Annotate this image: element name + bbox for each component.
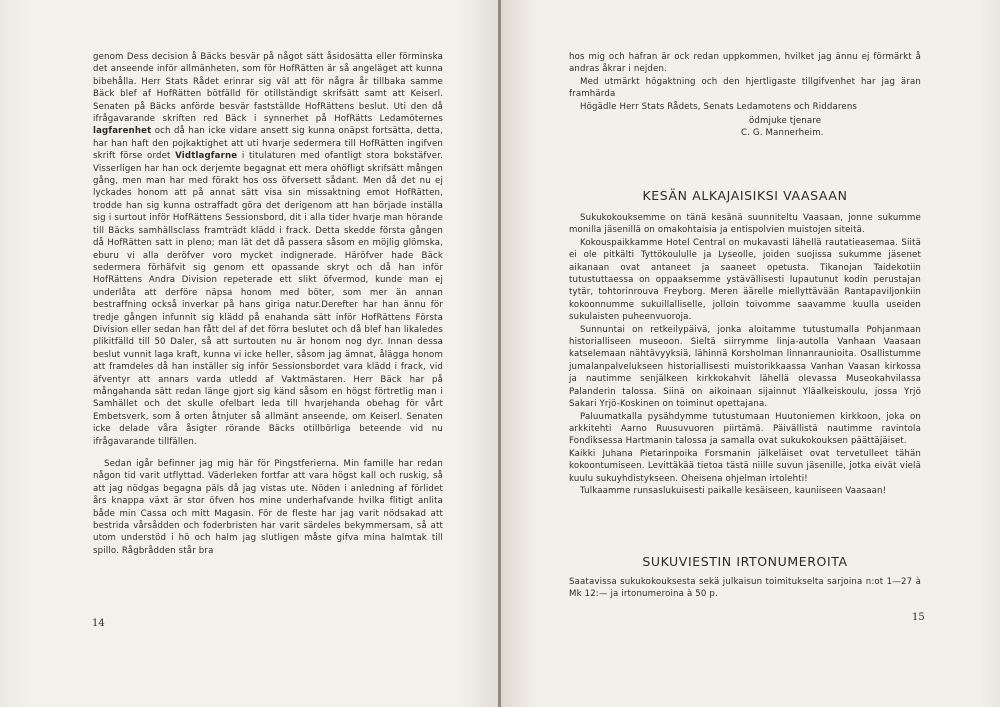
article-paragraph: Tulkaamme runsaslukuisesti paikalle kesäiseen, kauniiseen Vaasaan! bbox=[580, 485, 887, 496]
section-heading: SUKUVIESTIN IRTONUMEROITA bbox=[642, 554, 848, 569]
letter-address: Högädle Herr Stats Rådets, Senats Ledamotens och Riddarens bbox=[580, 101, 858, 112]
letter-paragraph: hos mig och hafran är ock redan uppkommen, hvilket jag ännu ej förmärkt å andras åkrar i nejden. bbox=[569, 52, 921, 75]
page-number: 14 bbox=[92, 618, 105, 629]
notice-paragraph: Saatavissa sukukokouksesta sekä julkaisun toimitukselta sarjoina n:ot 1—27 à Mk 12:— ja irtonumeroina à 50 p. bbox=[569, 577, 921, 600]
right-letter-column bbox=[569, 51, 921, 140]
article-paragraph: Kokouspaikkamme Hotel Central on mukavasti lähellä rautatieasemaa. Siitä ei ole pitkälti Tyttökoululle ja Lyseolle, joiden suojissa sukumme jäsenet aikanaan ovat antaneet ja saaneet opetusta. Tikanojan Taidekotiin tutustuttaessa on oppaaksemme ystävällisesti lupautunut kodin perustajan tytär, tohtorinrouva Freyborg. Meren äärelle miellyttävään Rantapaviljonkiin kokoonnumme sukuillalliselle, jolloin toivomme saavamme kuulla useiden sukulaisten puheenvuoroja. bbox=[569, 237, 921, 323]
article-paragraph: Sukukokouksemme on tänä kesänä suunniteltu Vaasaan, jonne sukumme monilla jäsenillä on omakohtaisia ja entispolvien muistojen siteitä. bbox=[569, 213, 921, 236]
article-paragraph: Sunnuntai on retkeilypäivä, jonka aloitamme tutustumalla Pohjanmaan historialliseen museoon. Sieltä siirrymme linja-autolla Vanhaan Vaasaan katselemaan nähtävyyksiä, lähinnä Korsholman linnanraunioita. Osallistumme jumalanpalvelukseen historiallisesti muistorikkaassa Vanhan Vaasan kirkossa ja nautimme senjälkeen kirkkokahvit lähellä olevassa Museokahvilassa Palanderin talossa. Siinä on aikoinaan sijainnut Yläalkeiskoulu, jossa Yrjö Sakari Yrjö-Koskinen on toiminut opettajana. bbox=[569, 324, 921, 410]
letter-paragraph: Sedan igår befinner jag mig här för Pingstferierna. Min famille har redan någon tid varit utflyttad. Väderleken fortfar att vara högst kall och ruskig, så att jag nödgas begagna päls då jag vistas ute. Nöden i anledning af förlidet års knappa växt är stor öfven hos mine underhafvande hvilka flitigt anlita både min Cassa och mitt Magasin. För de fleste har jag varit nödsakad att bestrida vårsådden och foderbristen har varit särdeles bekymmersam, så att utom understöd i hö och halm jag slutligen måste gifva mina halmtak till spillo. Rågbrådden står bra bbox=[93, 459, 443, 556]
notice-column bbox=[569, 576, 921, 601]
article-paragraph: Paluumatkalla pysähdymme tutustumaan Huutoniemen kirkkoon, joka on arkkitehti Aarno Ruusuvuoren piirtämä. Päivällistä nautimme ravintola Fondiksessa Hartmanin talossa ja samalla ovat sukukokouksen päättäjäiset. bbox=[569, 411, 921, 447]
article-paragraph: Kaikki Juhana Pietarinpoika Forsmanin jälkeläiset ovat tervetulleet tähän kokoontumiseen. Levittäkää tietoa tästä niille suvun jäsenille, jotka eivät vielä kuulu sukuyhdistykseen. Oheisena ohjelman irtolehti! bbox=[569, 448, 921, 484]
letter-paragraph: Med utmärkt högaktning och den hjertligaste tillgifvenhet har jag äran framhärda bbox=[569, 76, 921, 100]
page-number: 15 bbox=[912, 612, 925, 623]
left-text-column bbox=[93, 51, 443, 557]
left-page bbox=[0, 0, 499, 707]
letter-signature: C. G. Mannerheim. bbox=[741, 128, 824, 139]
letter-paragraph: genom Dess decision å Bäcks besvär på något sätt åsidosätta eller förminska det anseende inför allmänheten, som för HofRätten är så angeläget att kunna bibehålla. Herr Stats Rådet erinrar sig väl att för några år tillbaka samme Bäck blef af HofRätten bötfälld för otillständigt skrifsätt samt att Keiserl. Senaten på Bäcks anförde besvär fastställde HofRättens beslut. Uti den då ifrågavarande skriften red Bäck i synnerhet på HofRätts Ledamöternes lagfarenhet och då han icke vidare ansett sig kunna onäpst fortsätta, detta, har han haft den pojkaktighet att uti hvarje sedermera till HofRätten ingifven skrift förse ordet Vidtlagfarne i titulaturen med ofantligt stora bokstäfver. Visserligen har han ock derjemte begagnat ett mera ohöfligt skrifsätt mången gång, men man har med förakt hos oss öfversett sådant. Men då det nu ej lyckades honom att på annat sätt visa sin missaktning emot HofRätten, trodde han sig kunna ostraffadt göra det derigenom att han började inställa sig i surtout inför HofRättens Sessionsbord, dit i alla tider hvarje man hörande till Bäcks samhällsclass framträdt klädd i frack. Detta skedde första gången då HofRätten satt in pleno; man lät det då passera såsom en möjlig glömska, eburu vi alla deröfver voro mycket indignerade. Häröfver hade Bäck sedermera förhäfvit sig genom ett opassande skryt och då han inför HofRättens Andra Division repeterade ett slikt öfvermod, kunde man ej underlåta att derföre näpsa honom med böter, som mer än annan bestraffning också inverkar på hans giriga natur.Derefter har han ännu för tredje gången infunnit sig klädd på enahanda sätt inför HofRättens Första Division eller sedan han fått del af det förra beslutet och då blef han likaledes plikitfälld till 50 Daler, så att surtouten nu är honom nog dyr. Innan dessa beslut vunnit laga kraft, kunna vi icke heller, såsom jag ämnat, ålägga honom att framdeles då han inställer sig inför Sessionsbordet vara klädd i frack, vid äfventyr att annars varda utledd af Vaktmästaren. Herr Bäck har på mångahanda sätt redan länge gjort sig känd såsom en högst förtretlig man i Samhället och det skulle ofelbart leda till hvarjehanda obehag för vårt Embetsverk, som å orten åtnjuter så allmänt anseende, om Keiserl. Senaten icke delade våra åsigter rörande Bäcks otillbörliga beteende vid nu ifrågavarande tillfällen. bbox=[93, 52, 443, 447]
article-column bbox=[569, 212, 921, 497]
section-heading: KESÄN ALKAJAISIKSI VAASAAN bbox=[642, 188, 848, 203]
letter-closing: ödmjuke tjenare bbox=[749, 116, 822, 127]
